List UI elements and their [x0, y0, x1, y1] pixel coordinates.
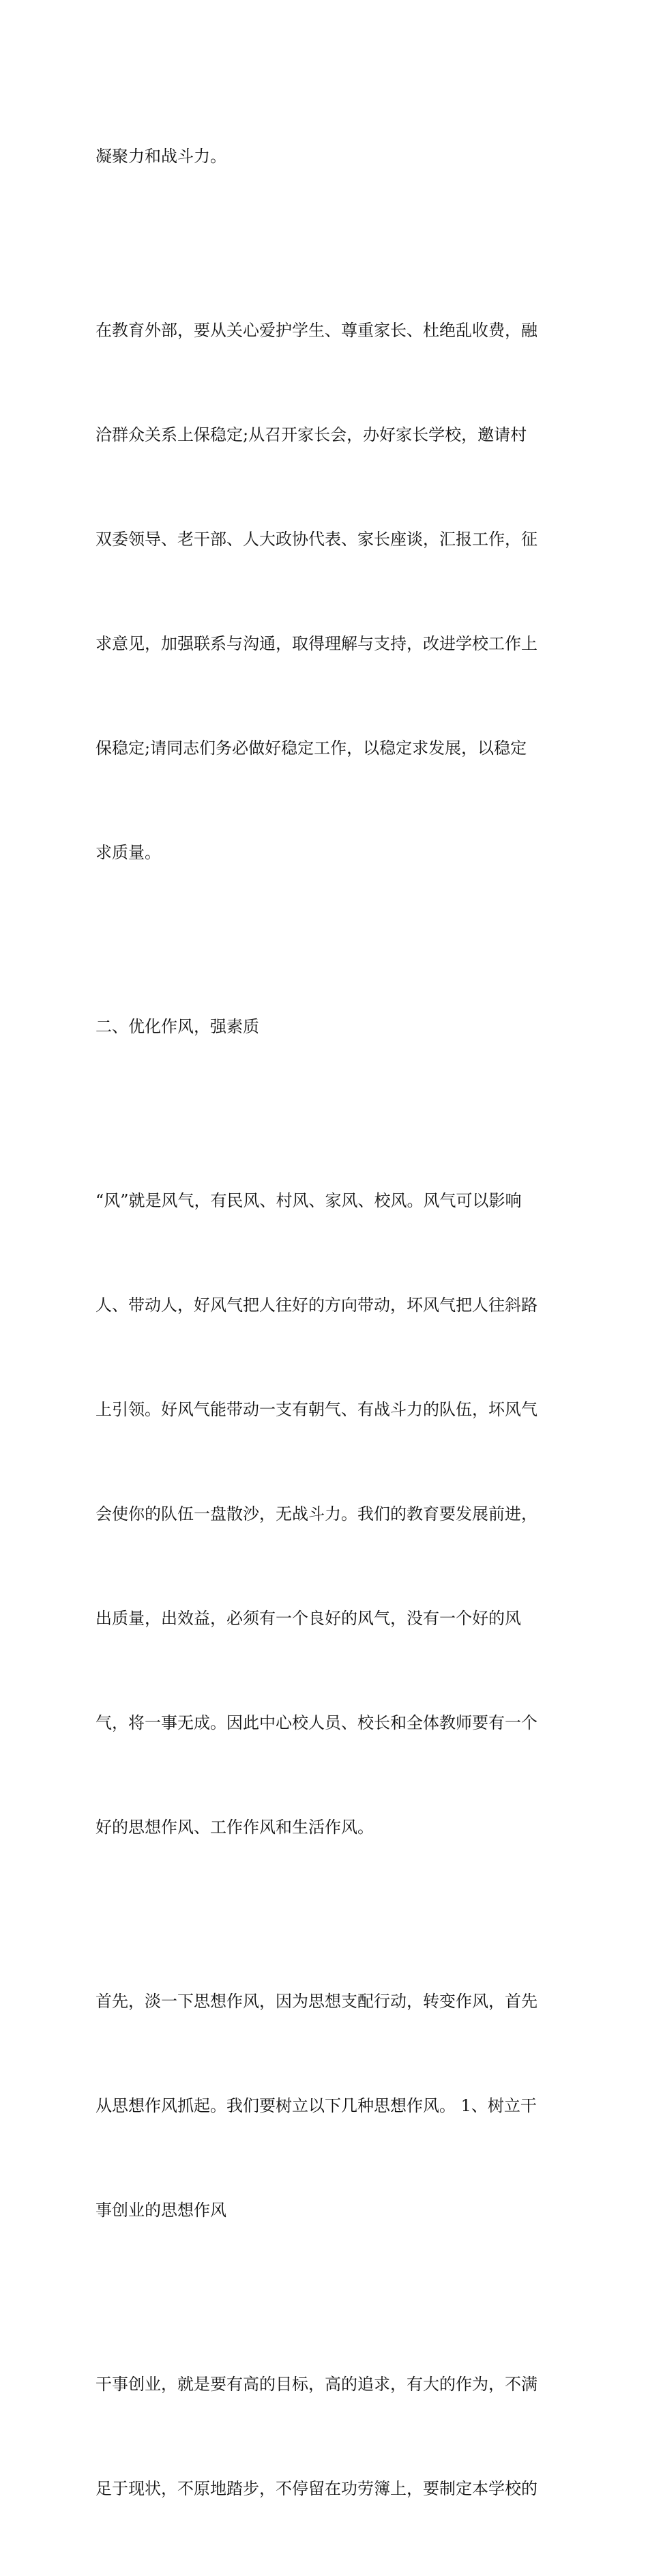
text-line: 首先，淡一下思想作风，因为思想支配行动，转变作风，首先: [95, 1992, 537, 2011]
text-line: 干事创业，就是要有高的目标，高的追求，有大的作为，不满: [95, 2375, 537, 2394]
text-line: 在教育外部，要从关心爱护学生、尊重家长、杜绝乱收费，融: [95, 321, 537, 340]
text-line: 上引领。好风气能带动一支有朝气、有战斗力的队伍，坏风气: [95, 1400, 537, 1419]
text-line: 出质量，出效益，必须有一个良好的风气，没有一个好的风: [95, 1609, 521, 1628]
text-line: 气，将一事无成。因此中心校人员、校长和全体教师要有一个: [95, 1713, 537, 1732]
paragraph-entrepreneurship: [95, 2298, 557, 2576]
text-line: 会使你的队伍一盘散沙，无战斗力。我们的教育要发展前进，: [95, 1504, 537, 1523]
text-line: 好的思想作风、工作作风和生活作风。: [95, 1818, 374, 1837]
text-line: “风”就是风气，有民风、村风、家风、校风。风气可以影响: [95, 1191, 522, 1210]
paragraph-thinking-style: [95, 1915, 557, 2298]
text-line: 双委领导、老干部、人大政协代表、家长座谈，汇报工作，征: [95, 530, 537, 549]
text-line: 人、带动人，好风气把人往好的方向带动，坏风气把人往斜路: [95, 1296, 537, 1315]
text-line: 求质量。: [95, 843, 161, 862]
text-line: 事创业的思想作风: [95, 2201, 226, 2220]
text-line: 洽群众关系上保稳定;从召开家长会，办好家长学校，邀请村: [95, 425, 527, 444]
section-heading-optimize-style: [95, 940, 557, 1114]
document-body: [95, 70, 557, 2576]
text-line: 足于现状，不原地踏步，不停留在功劳簿上，要制定本学校的: [95, 2479, 537, 2498]
paragraph-external-stability: [95, 244, 557, 940]
paragraph-atmosphere: [95, 1114, 557, 1915]
text-line: 求意见，加强联系与沟通，取得理解与支持，改进学校工作上: [95, 634, 537, 653]
text-line: 从思想作风抓起。我们要树立以下几种思想作风。 1、树立干: [95, 2096, 537, 2115]
paragraph-cohesion: [95, 70, 557, 244]
heading-line: 二、优化作风，强素质: [95, 1017, 259, 1036]
text-line: 保稳定;请同志们务必做好稳定工作，以稳定求发展，以稳定: [95, 739, 527, 758]
text-line: 凝聚力和战斗力。: [95, 147, 226, 166]
